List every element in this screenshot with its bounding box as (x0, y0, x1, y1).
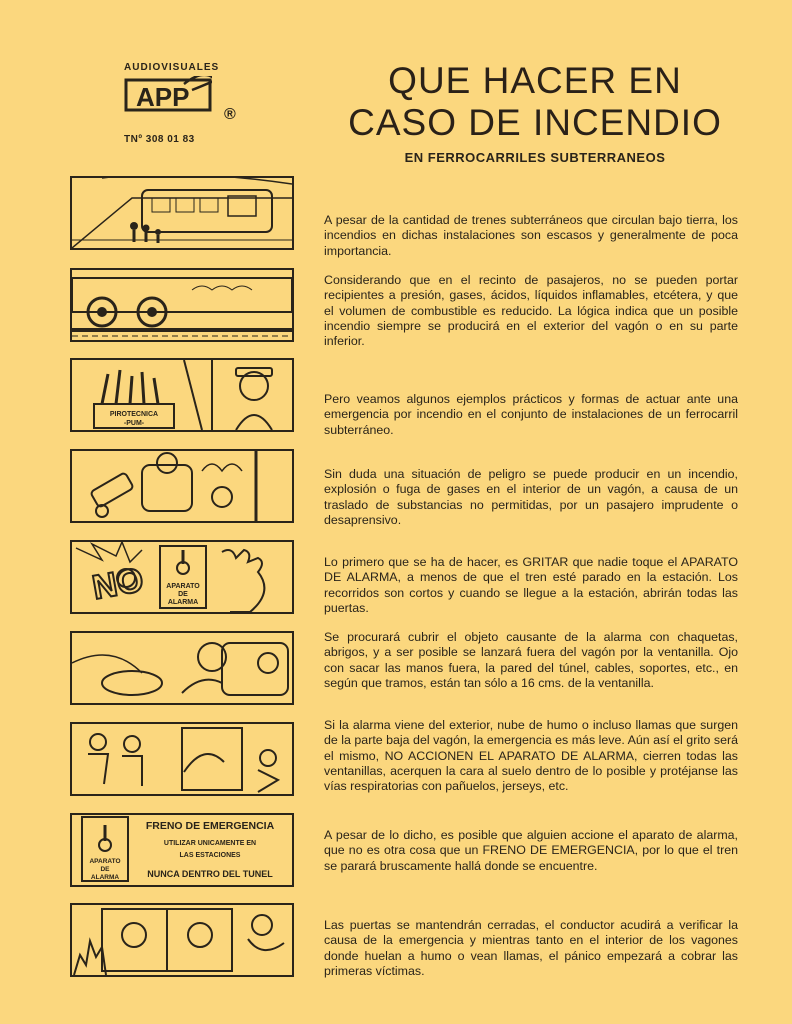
illustration-pyrotechnics-passenger (70, 358, 294, 432)
pyro-sign-2: -PUM- (123, 420, 145, 427)
brake-line-2: LAS ESTACIONES (179, 852, 241, 859)
illustration-train-undercarriage (70, 268, 294, 342)
illustration-do-not-touch-alarm (70, 540, 294, 614)
illustration-smoke-protection (70, 722, 294, 796)
illustration-luggage-explosion (70, 449, 294, 523)
paragraph-6: Se procurará cubrir el objeto causante de la alarma con chaquetas, abrigos, y a ser posible se lanzará fuera del vagón por la ventanilla. Ojo con sacar las manos fuera, la pared del túnel, cables, soportes, etc., en según que tramos, están tan sólo a 16 cms. de la ventanilla. (324, 630, 738, 690)
brake-line-3: NUNCA DENTRO DEL TUNEL (147, 869, 273, 879)
illustration-panic-carriage (70, 903, 294, 977)
paragraph-2: Considerando que en el recinto de pasajeros, no se pueden portar recipientes a presión, gases, ácidos, líquidos inflamables, etcétera, y que el volumen de combustible es reducido. La lógica indica que un posible incendio siempre se producirá en el exterior del vagón o en su parte inferior. (324, 273, 738, 349)
paragraph-5: Lo primero que se ha de hacer, es GRITAR que nadie toque el APARATO DE ALARMA, a menos de que el tren esté parado en la estación. Los recorridos son cortos y cuando se llegue a la estación, abrirán todas las puertas. (324, 555, 738, 615)
brake-alarm-1: APARATO (89, 858, 121, 865)
title-line-1: QUE HACER EN (388, 60, 682, 101)
title-line-2: CASO DE INCENDIO (348, 102, 722, 143)
alarm-label-2: DE (178, 591, 188, 598)
paragraph-7: Si la alarma viene del exterior, nube de humo o incluso llamas que surgen de la parte baja del vagón, la emergencia es más leve. Aún así el grito será el mismo, NO ACCIONEN EL APARATO DE ALARMA, cierren todas las ventanillas, acerquen la cara al suelo dentro de lo posible y protéjanse las vías respiratorias con pañuelos, jerseys, etc. (324, 718, 738, 794)
paragraph-1: A pesar de la cantidad de trenes subterráneos que circulan bajo tierra, los incendios en dichas instalaciones son escasos y generalmente de poca importancia. (324, 213, 738, 258)
paragraph-8: A pesar de lo dicho, es posible que alguien accione el aparato de alarma, que no es otra cosa que un FRENO DE EMERGENCIA, por lo que el tren se parará bruscamente hallá donde se encuentre. (324, 828, 738, 873)
logo-mark (124, 76, 212, 114)
brake-title: FRENO DE EMERGENCIA (145, 820, 275, 832)
pyro-sign-1: PIROTECNICA (109, 411, 159, 418)
paragraph-9: Las puertas se mantendrán cerradas, el conductor acudirá a verificar la causa de la emergencia y mientras tanto en el interior de los vagones donde huelan a humo o vean llamas, el pánico empezará a cobrar las primeras víctimas. (324, 918, 738, 978)
no-shout-text: NO (89, 560, 147, 608)
paragraph-3: Pero veamos algunos ejemplos prácticos y formas de actuar ante una emergencia por incendio en el conjunto de instalaciones de un ferrocarril subterráneo. (324, 392, 738, 437)
app-logo (118, 62, 248, 154)
page-subtitle: EN FERROCARRILES SUBTERRANEOS (404, 150, 666, 165)
illustration-train-tunnel (70, 176, 294, 250)
illustration-emergency-brake-sign (70, 813, 294, 887)
alarm-label-1: APARATO (166, 583, 200, 590)
paragraph-4: Sin duda una situación de peligro se puede producir en un incendio, explosión o fuga de gases en el interior de un vagón, a causa de un traslado de substancias no permitidas, por un pasajero imprudente o desaprensivo. (324, 467, 738, 527)
logo-telephone: TNº 308 01 83 (124, 134, 195, 145)
brake-line-1: UTILIZAR UNICAMENTE EN (163, 840, 257, 847)
illustration-throw-out-window (70, 631, 294, 705)
logo-top-text: AUDIOVISUALES (124, 62, 220, 73)
logo-registered: ® (224, 106, 236, 123)
logo-main-text: APP (136, 82, 190, 112)
brake-alarm-2: DE (100, 866, 110, 873)
brake-alarm-3: ALARMA (90, 874, 120, 881)
alarm-label-3: ALARMA (167, 599, 199, 606)
page-title-block (300, 60, 770, 165)
